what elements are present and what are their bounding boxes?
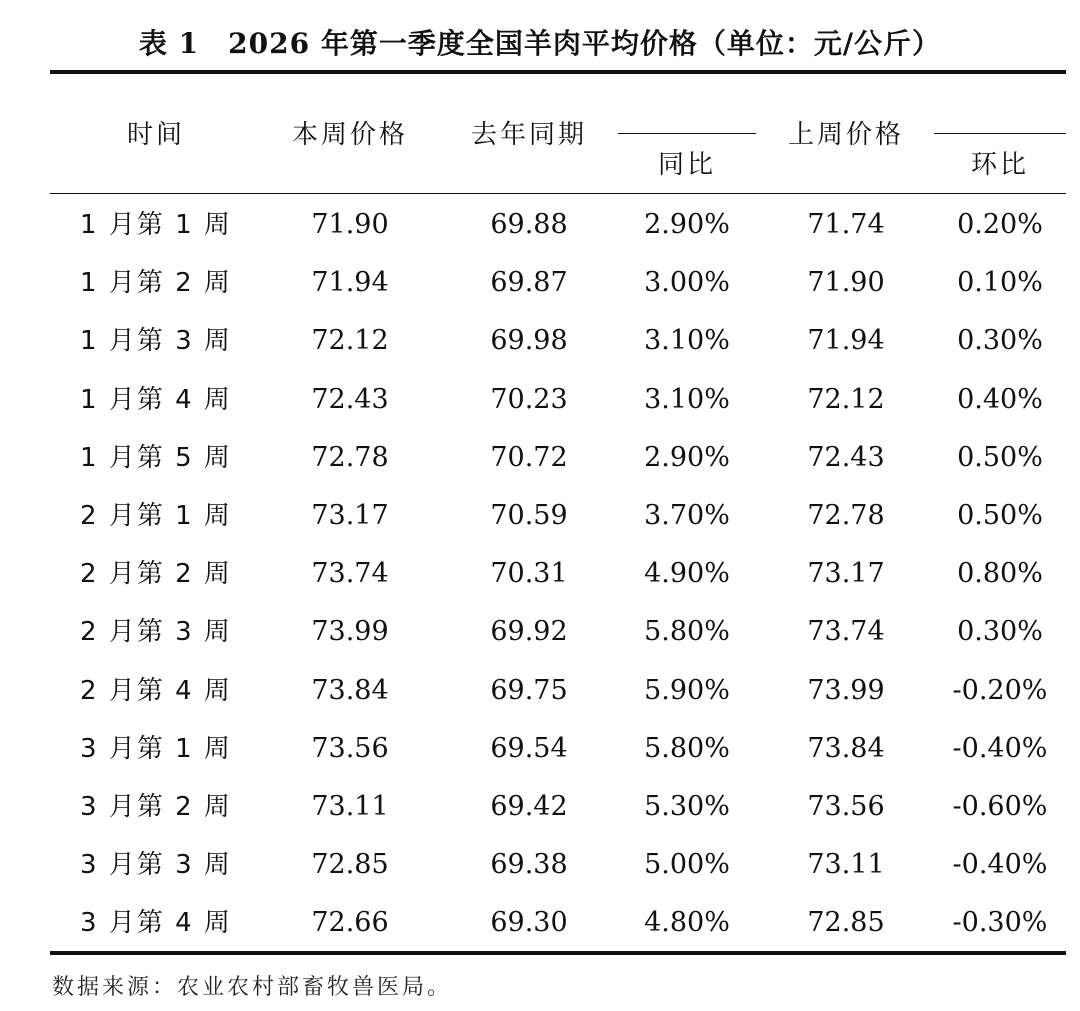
header-mom-line [934,133,1066,134]
cell-mom: 0.50% [957,500,1043,531]
table-row [0,545,1080,603]
cell-mom: 0.50% [957,441,1043,473]
cell-yoy: 4.90% [644,558,730,590]
cell-current-price: 73.74 [311,558,389,590]
cell-last-year-price: 69.30 [490,907,568,939]
cell-last-year-price: 69.38 [490,849,568,881]
cell-last-year-price: 69.92 [490,616,568,648]
cell-yoy: 2.90% [644,209,730,240]
cell-last-week-price: 73.11 [807,849,885,881]
cell-time: 1 月第 3 周 [80,326,232,357]
cell-mom: 0.40% [957,383,1043,415]
cell-last-week-price: 71.90 [807,267,885,299]
cell-current-price: 71.94 [311,267,389,299]
cell-yoy: 5.80% [644,616,730,648]
cell-last-year-price: 70.23 [490,383,568,415]
cell-time: 1 月第 2 周 [80,268,232,299]
cell-yoy: 3.10% [644,325,730,357]
cell-time: 1 月第 4 周 [80,384,232,415]
cell-current-price: 73.11 [311,791,389,822]
cell-last-week-price: 71.94 [807,325,885,357]
cell-time: 2 月第 4 周 [80,675,232,706]
cell-yoy: 5.80% [644,732,730,764]
cell-mom: 0.10% [957,267,1043,299]
cell-last-year-price: 70.31 [490,558,568,590]
cell-current-price: 72.78 [311,441,389,473]
cell-yoy: 3.00% [644,267,730,299]
cell-last-week-price: 72.43 [807,441,885,473]
header-time: 时间 [126,120,185,150]
table-row [0,720,1080,778]
cell-last-week-price: 73.84 [807,732,885,764]
cell-time: 3 月第 1 周 [80,733,232,764]
cell-mom: 0.30% [957,616,1043,648]
cell-last-week-price: 72.85 [807,907,885,939]
header-current-price: 本周价格 [291,120,408,150]
cell-last-week-price: 73.56 [807,791,885,822]
table-row [0,371,1080,429]
header-last-week: 上周价格 [787,120,904,150]
table-row [0,429,1080,487]
cell-last-week-price: 72.12 [807,383,885,415]
top-rule [50,70,1066,74]
header-mom: 环比 [970,150,1029,180]
header-yoy: 同比 [657,150,716,180]
cell-mom: 0.30% [957,325,1043,357]
cell-current-price: 73.56 [311,732,389,764]
cell-last-year-price: 69.98 [490,325,568,357]
cell-last-year-price: 70.72 [490,441,568,473]
cell-last-week-price: 71.74 [807,209,885,240]
cell-yoy: 3.70% [644,500,730,531]
cell-time: 3 月第 2 周 [80,792,232,822]
cell-time: 3 月第 3 周 [80,850,232,881]
table-row [0,487,1080,545]
cell-mom: 0.20% [957,209,1043,240]
header-last-year: 去年同期 [470,120,587,150]
table-row [0,196,1080,254]
table-row [0,603,1080,661]
cell-mom: -0.40% [952,849,1048,881]
cell-current-price: 72.66 [311,907,389,939]
cell-last-week-price: 73.17 [807,558,885,590]
cell-mom: -0.30% [952,907,1048,939]
table-row [0,778,1080,836]
cell-last-year-price: 69.87 [490,267,568,299]
cell-yoy: 3.10% [644,383,730,415]
cell-time: 2 月第 2 周 [80,559,232,590]
cell-yoy: 5.90% [644,674,730,706]
cell-last-year-price: 69.75 [490,674,568,706]
cell-mom: -0.60% [952,791,1048,822]
cell-time: 2 月第 1 周 [80,501,232,531]
cell-last-year-price: 69.42 [490,791,568,822]
table-row [0,254,1080,312]
cell-time: 3 月第 4 周 [80,908,232,939]
cell-yoy: 5.00% [644,849,730,881]
cell-last-week-price: 73.74 [807,616,885,648]
table-title: 表 1 2026 年第一季度全国羊肉平均价格（单位：元/公斤） [138,27,942,60]
cell-mom: -0.40% [952,732,1048,764]
cell-current-price: 73.17 [311,500,389,531]
cell-last-week-price: 72.78 [807,500,885,531]
table-row [0,836,1080,894]
cell-mom: 0.80% [957,558,1043,590]
cell-current-price: 73.99 [311,616,389,648]
header-yoy-line [618,133,756,134]
data-source-note: 数据来源：农业农村部畜牧兽医局。 [52,975,453,1000]
cell-yoy: 5.30% [644,791,730,822]
cell-mom: -0.20% [952,674,1048,706]
table-row [0,312,1080,370]
cell-time: 1 月第 5 周 [80,442,232,473]
cell-time: 1 月第 1 周 [80,210,232,240]
table-row [0,662,1080,720]
bottom-rule [50,951,1066,955]
header-rule [50,193,1066,194]
cell-yoy: 2.90% [644,441,730,473]
cell-last-year-price: 69.54 [490,732,568,764]
cell-current-price: 71.90 [311,209,389,240]
cell-current-price: 72.43 [311,383,389,415]
cell-current-price: 72.85 [311,849,389,881]
cell-time: 2 月第 3 周 [80,617,232,648]
table-row [0,894,1080,952]
cell-current-price: 73.84 [311,674,389,706]
cell-last-week-price: 73.99 [807,674,885,706]
cell-current-price: 72.12 [311,325,389,357]
cell-last-year-price: 69.88 [490,209,568,240]
cell-yoy: 4.80% [644,907,730,939]
cell-last-year-price: 70.59 [490,500,568,531]
